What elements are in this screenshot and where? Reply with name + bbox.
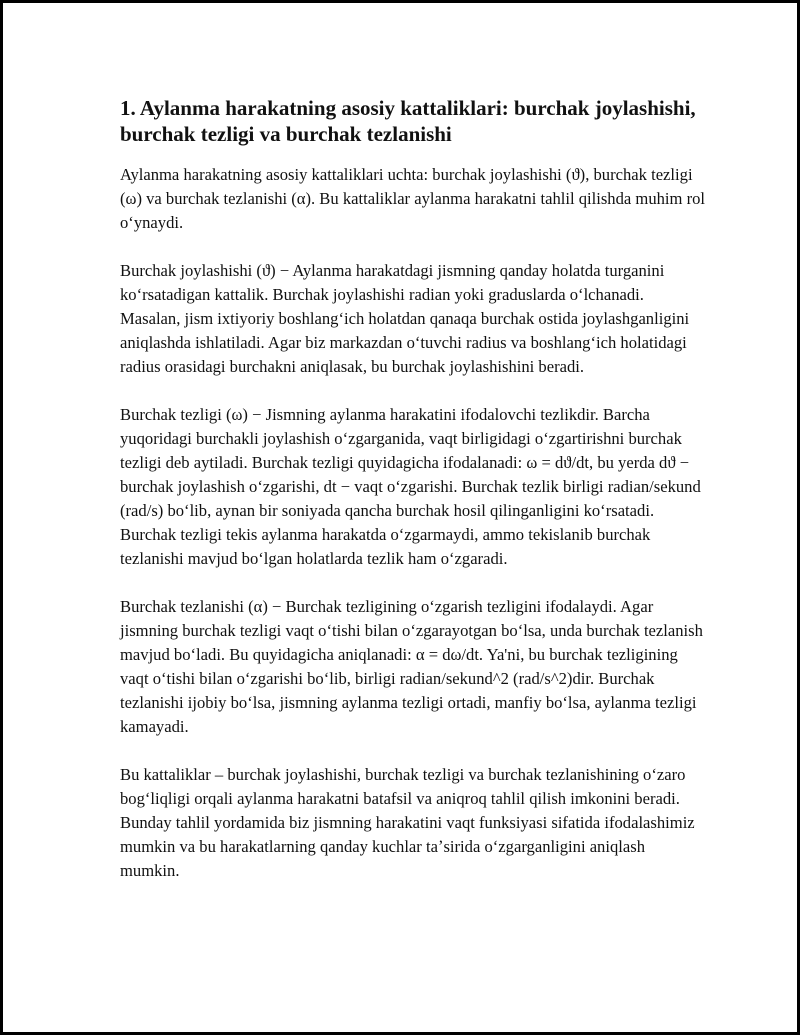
paragraph-angular-position: Burchak joylashishi (ϑ) − Aylanma harakatdagi jismning qanday holatda turganini koʻrsatadigan kattalik. Burchak joylashishi radian yoki graduslarda oʻlchanadi. Masalan, jism ixtiyoriy boshlangʻich holatdan qanaqa burchak ostida joylashganligini aniqlashda ishlatiladi. Agar biz markazdan oʻtuvchi radius va boshlangʻich holatidagi radius orasidagi burchakni aniqlasak, bu burchak joylashishini beradi. <box>120 261 690 376</box>
paragraph-intro: Aylanma harakatning asosiy kattaliklari uchta: burchak joylashishi (ϑ), burchak tezligi (ω) va burchak tezlanishi (α). Bu kattaliklar aylanma harakatni tahlil qilishda muhim rol oʻynaydi. <box>120 165 706 232</box>
section-title: 1. Aylanma harakatning asosiy kattaliklari: burchak joylashishi, burchak tezligi va burchak tezlanishi <box>120 96 696 146</box>
paragraph-conclusion: Bu kattaliklar – burchak joylashishi, burchak tezligi va burchak tezlanishining oʻzaro bogʻliqligi orqali aylanma harakatni batafsil va aniqroq tahlil qilish imkonini beradi. Bunday tahlil yordamida biz jismning harakatini vaqt funksiyasi sifatida ifodalashimiz mumkin va bu harakatlarning qanday kuchlar taʼsirida oʻzgarganligini aniqlash mumkin. <box>120 765 695 880</box>
paragraph-angular-acceleration: Burchak tezlanishi (α) − Burchak tezligining oʻzgarish tezligini ifodalaydi. Agar jismning burchak tezligi vaqt oʻtishi bilan oʻzgarayotgan boʻlsa, unda burchak tezlanish mavjud boʻladi. Bu quyidagicha aniqlanadi: α = dω/dt. Ya'ni, bu burchak tezligining vaqt oʻtishi bilan oʻzgarishi boʻlib, birligi radian/sekund^2 (rad/s^2)dir. Burchak tezlanishi ijobiy boʻlsa, jismning aylanma tezligi ortadi, manfiy boʻlsa, aylanma tezligi kamayadi. <box>120 597 703 736</box>
document-content <box>120 95 705 907</box>
paragraph-angular-velocity: Burchak tezligi (ω) − Jismning aylanma harakatini ifodalovchi tezlikdir. Barcha yuqoridagi burchakli joylashish oʻzgarganida, vaqt birligidagi oʻzgartirishni burchak tezligi deb aytiladi. Burchak tezligi quyidagicha ifodalanadi: ω = dϑ/dt, bu yerda dϑ − burchak joylashish oʻzgarishi, dt − vaqt oʻzgarishi. Burchak tezlik birligi radian/sekund (rad/s) boʻlib, aynan bir soniyada qancha burchak hosil qilinganligini koʻrsatadi. Burchak tezligi tekis aylanma harakatda oʻzgarmaydi, ammo tekislanib burchak tezlanishi mavjud boʻlgan holatlarda tezlik ham oʻzgaradi. <box>120 405 701 568</box>
